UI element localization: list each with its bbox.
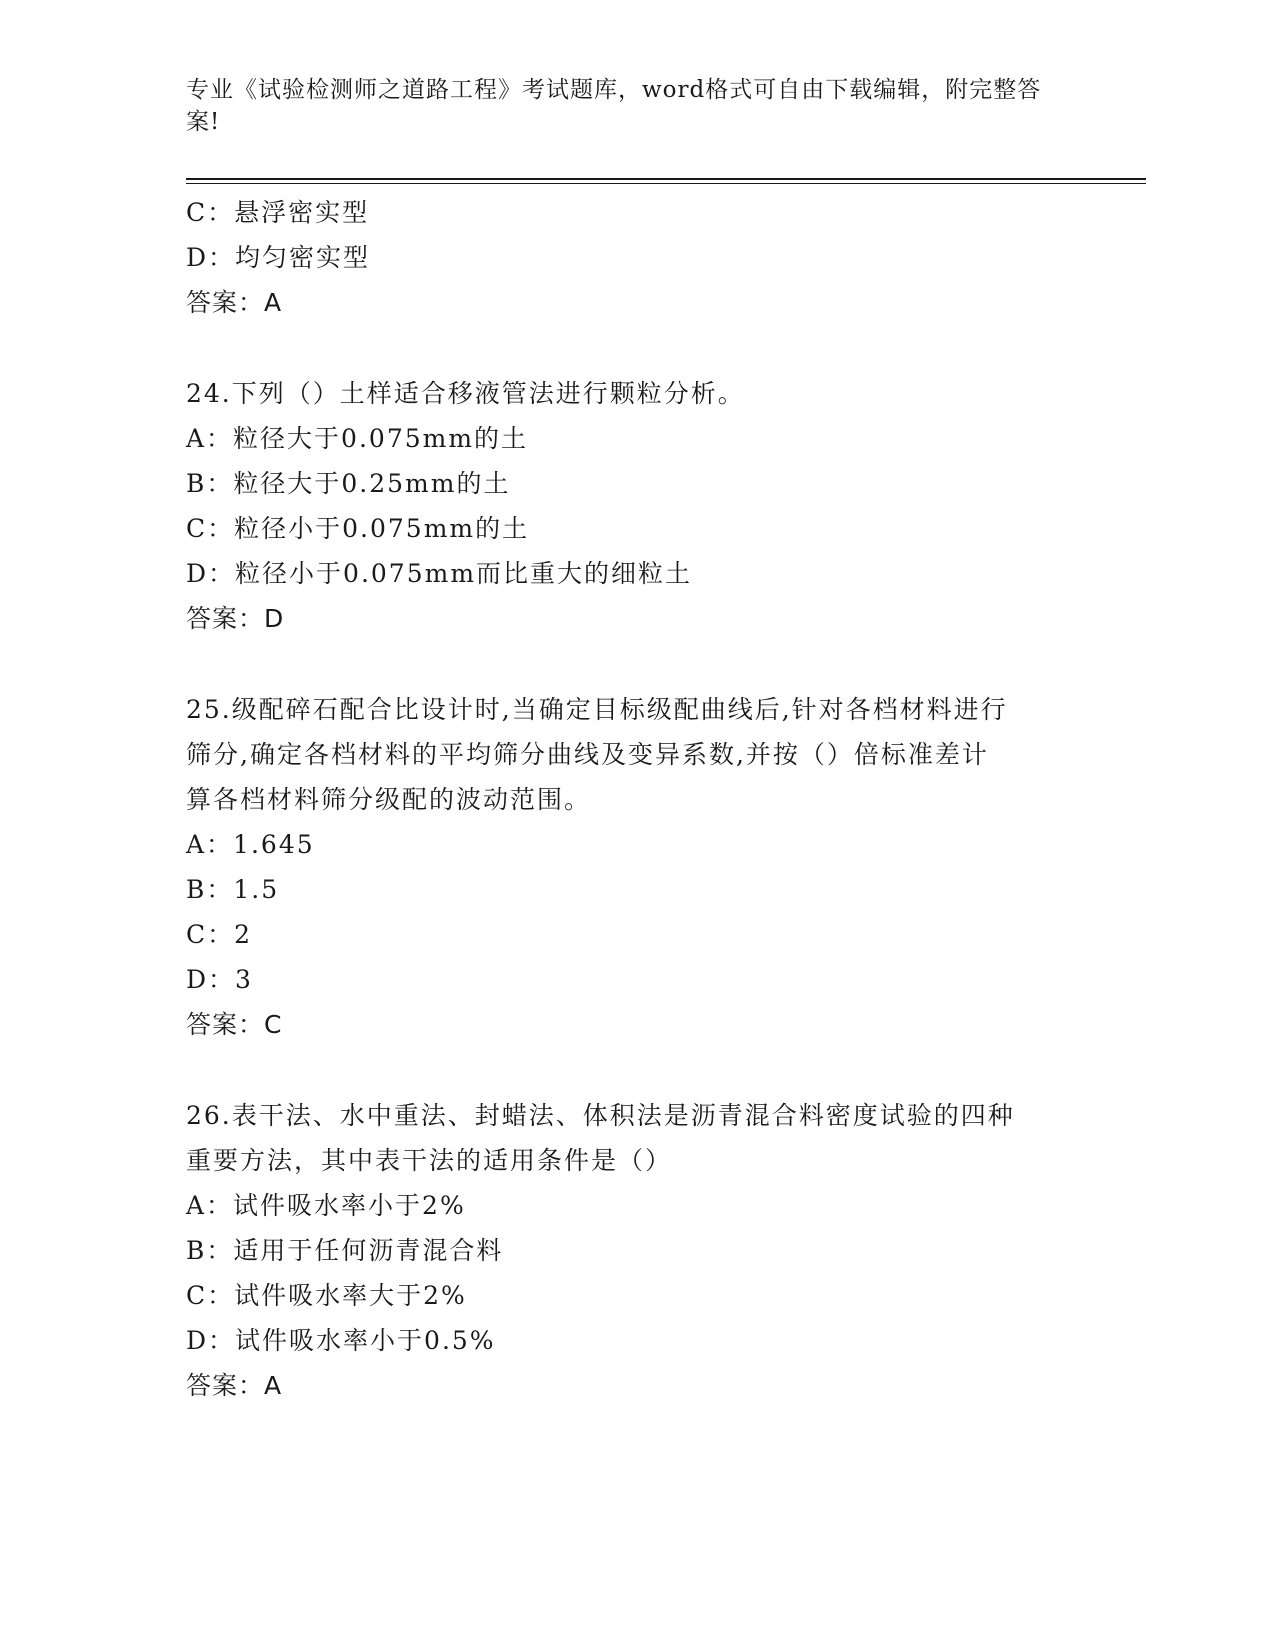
q26-option-d: D：试件吸水率小于0.5% — [186, 1326, 496, 1355]
q24-option-a: A：粒径大于0.075mm的土 — [186, 424, 529, 453]
q25-option-a: A：1.645 — [186, 830, 315, 859]
prev-option-d: D：均匀密实型 — [186, 243, 371, 272]
q26-stem-line-2: 重要方法，其中表干法的适用条件是（） — [186, 1146, 673, 1175]
q24-option-b: B：粒径大于0.25mm的土 — [186, 469, 511, 498]
header-rule-thick — [186, 178, 1146, 180]
spacer — [186, 1047, 1076, 1093]
q26-answer: 答案：A — [186, 1371, 283, 1400]
q26-option-b: B：适用于任何沥青混合料 — [186, 1236, 504, 1265]
q25-stem-line-1: 25.级配碎石配合比设计时,当确定目标级配曲线后,针对各档材料进行 — [186, 695, 1008, 724]
q24-answer: 答案：D — [186, 604, 285, 633]
q24-stem: 24.下列（）土样适合移液管法进行颗粒分析。 — [186, 379, 745, 408]
q25-option-b: B：1.5 — [186, 875, 280, 904]
prev-option-c: C：悬浮密实型 — [186, 198, 370, 227]
q25-option-d: D：3 — [186, 965, 253, 994]
q26-stem-line-1: 26.表干法、水中重法、封蜡法、体积法是沥青混合料密度试验的四种 — [186, 1101, 1015, 1130]
q25-stem-line-2: 筛分,确定各档材料的平均筛分曲线及变异系数,并按（）倍标准差计 — [186, 740, 989, 769]
q26-option-c: C：试件吸水率大于2% — [186, 1281, 467, 1310]
q24-option-c: C：粒径小于0.075mm的土 — [186, 514, 530, 543]
q24-option-d: D：粒径小于0.075mm而比重大的细粒土 — [186, 559, 693, 588]
header-rule-thin — [186, 183, 1146, 184]
q25-answer: 答案：C — [186, 1010, 283, 1039]
page-header: 专业《试验检测师之道路工程》考试题库，word格式可自由下载编辑，附完整答案! — [186, 77, 1042, 135]
spacer — [186, 641, 1076, 687]
q26-option-a: A：试件吸水率小于2% — [186, 1191, 466, 1220]
spacer — [186, 325, 1076, 371]
prev-answer: 答案：A — [186, 288, 283, 317]
question-content — [186, 190, 1076, 1408]
q25-stem-line-3: 算各档材料筛分级配的波动范围。 — [186, 785, 592, 814]
q25-option-c: C：2 — [186, 920, 253, 949]
